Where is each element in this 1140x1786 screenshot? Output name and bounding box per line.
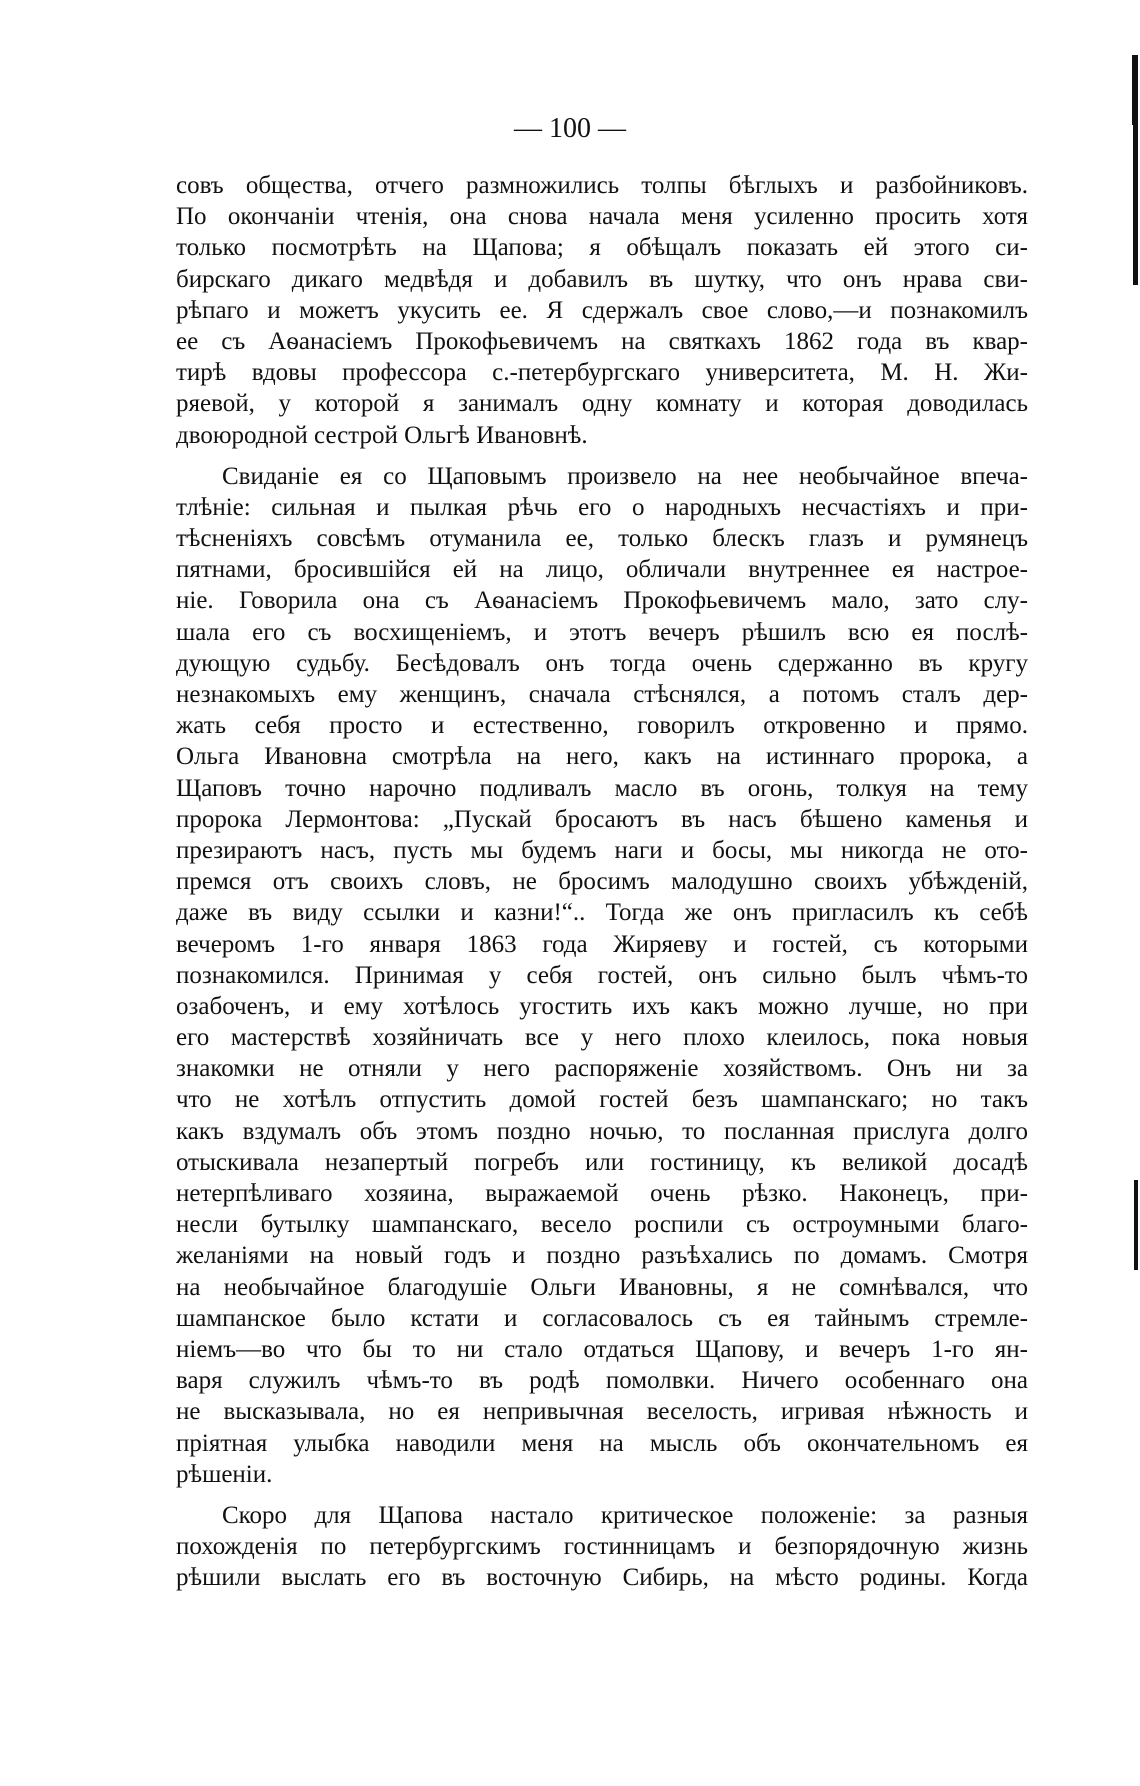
text-line: познакомился. Принимая у себя гостей, онъ сильно былъ чѣмъ-то: [176, 961, 1028, 989]
text-line: пріятная улыбка наводили меня на мысль объ окончательномъ ея: [176, 1429, 1028, 1457]
text-line: отыскивала незапертый погребъ или гостиницу, къ великой досадѣ: [176, 1148, 1028, 1176]
text-line: знакомки не отняли у него распоряженіе хозяйствомъ. Онъ ни за: [176, 1055, 1028, 1083]
text-line: рѣпаго и можетъ укусить ее. Я сдержалъ свое слово,—и познакомилъ: [176, 296, 1028, 324]
text-line: Скоро для Щапова настало критическое положеніе: за разныя: [222, 1501, 1028, 1529]
text-line: озабоченъ, и ему хотѣлось угостить ихъ какъ можно лучше, но при: [176, 992, 1028, 1020]
text-line: его мастерствѣ хозяйничать все у него плохо клеилось, пока новыя: [176, 1024, 1028, 1052]
text-line: пророка Лермонтова: „Пускай бросаютъ въ насъ бѣшено каменья и: [176, 805, 1028, 833]
scan-edge-mark: [1133, 105, 1138, 285]
text-line: ніе. Говорила она съ Аѳанасіемъ Прокофьевичемъ мало, зато слу-: [176, 587, 1028, 615]
paragraph: [176, 1500, 1028, 1594]
text-line: нетерпѣливаго хозяина, выражаемой очень рѣзко. Наконецъ, при-: [176, 1180, 1028, 1207]
text-line: двоюродной сестрой Ольгѣ Ивановнѣ.: [176, 421, 588, 449]
text-line: какъ вздумалъ объ этомъ поздно ночью, то посланная прислуга долго: [176, 1117, 1028, 1145]
text-line: шала его съ восхищеніемъ, и этотъ вечеръ рѣшилъ всю ея послѣ-: [176, 618, 1028, 646]
text-line: похожденія по петербургскимъ гостинницамъ и безпорядочную жизнь: [176, 1533, 1028, 1561]
text-line: несли бутылку шампанскаго, весело роспили съ остроумными благо-: [176, 1211, 1028, 1239]
text-line: тѣсненіяхъ совсѣмъ отуманила ее, только блескъ глазъ и румянецъ: [176, 525, 1028, 553]
text-line: премся отъ своихъ словъ, не бросимъ малодушно своихъ убѣжденій,: [176, 868, 1028, 896]
text-line: даже въ виду ссылки и казни!“.. Тогда же онъ пригласилъ къ себѣ: [176, 899, 1028, 927]
text-line: не высказывала, но ея непривычная веселость, игривая нѣжность и: [176, 1398, 1028, 1426]
text-line: дующую судьбу. Бесѣдовалъ онъ тогда очень сдержанно въ кругу: [176, 649, 1028, 677]
text-line: ніемъ—во что бы то ни стало отдаться Щапову, и вечеръ 1-го ян-: [176, 1335, 1028, 1363]
text-line: рѣшили выслать его въ восточную Сибирь, на мѣсто родины. Когда: [176, 1564, 1028, 1592]
text-line: презираютъ насъ, пусть мы будемъ наги и босы, мы никогда не ото-: [176, 836, 1028, 864]
text-line: на необычайное благодушіе Ольги Ивановны, я не сомнѣвался, что: [176, 1273, 1028, 1301]
text-line: Ольга Ивановна смотрѣла на него, какъ на истиннаго пророка, а: [176, 743, 1028, 771]
paragraph: [176, 461, 1028, 1490]
text-line: Щаповъ точно нарочно подливалъ масло въ огонь, толкуя на тему: [176, 774, 1028, 802]
text-line: тлѣніе: сильная и пылкая рѣчь его о народныхъ несчастіяхъ и при-: [176, 493, 1028, 521]
text-line: что не хотѣлъ отпустить домой гостей безъ шампанскаго; но такъ: [176, 1086, 1028, 1114]
paragraph: [176, 170, 1028, 451]
text-line: совъ общества, отчего размножились толпы бѣглыхъ и разбойниковъ.: [176, 172, 1028, 199]
text-line: варя служилъ чѣмъ-то въ родѣ помолвки. Ничего особеннаго она: [176, 1367, 1028, 1395]
text-line: ряевой, у которой я занималъ одну комнату и которая доводилась: [176, 390, 1028, 418]
text-line: Свиданіе ея со Щаповымъ произвело на нее необычайное впеча-: [222, 462, 1028, 490]
text-line: По окончаніи чтенія, она снова начала меня усиленно просить хотя: [176, 203, 1028, 231]
text-line: тирѣ вдовы профессора с.-петербургскаго университета, М. Н. Жи-: [176, 359, 1028, 387]
scan-edge-mark: [1134, 1180, 1138, 1270]
text-line: ее съ Аѳанасіемъ Прокофьевичемъ на святкахъ 1862 года въ квар-: [176, 327, 1028, 355]
text-line: жать себя просто и естественно, говорилъ откровенно и прямо.: [176, 712, 1028, 740]
text-line: пятнами, бросившійся ей на лицо, обличали внутреннее ея настрое-: [176, 556, 1028, 584]
text-line: шампанское было кстати и согласовалось съ ея тайнымъ стремле-: [176, 1304, 1028, 1332]
text-line: вечеромъ 1-го января 1863 года Жиряеву и гостей, съ которыми: [176, 930, 1028, 958]
page-number: — 100 —: [514, 113, 626, 144]
text-line: незнакомыхъ ему женщинъ, сначала стѣснялся, а потомъ сталъ дер-: [176, 681, 1028, 708]
text-line: только посмотрѣть на Щапова; я обѣщалъ показать ей этого си-: [176, 234, 1028, 262]
text-line: желаніями на новый годъ и поздно разъѣхались по домамъ. Смотря: [176, 1242, 1028, 1270]
text-line: рѣшеніи.: [176, 1460, 273, 1488]
body-text: [176, 170, 1028, 1593]
text-line: бирскаго дикаго медвѣдя и добавилъ въ шутку, что онъ нрава сви-: [176, 265, 1028, 293]
